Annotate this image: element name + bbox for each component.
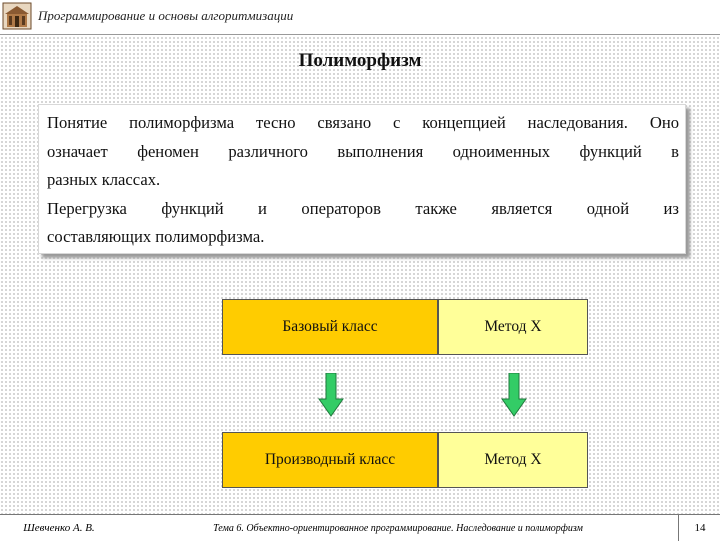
building-logo-icon: [2, 2, 32, 30]
slide-title: Полиморфизм: [298, 50, 422, 71]
base-class-box: Базовый класс: [222, 299, 438, 355]
footer-author: Шевченко А. В.: [0, 514, 119, 541]
footer-topic: Тема 6. Объектно-ориентированное программирование. Наследование и полиморфизм: [118, 514, 678, 541]
page-number: 14: [678, 514, 720, 541]
paragraph1-line3: разных классах.: [47, 170, 161, 189]
paragraph1-line2: означает феномен различного выполнения одноименных функций в: [47, 141, 679, 161]
base-method-box: Метод X: [438, 299, 588, 355]
derived-class-box: Производный класс: [222, 432, 438, 488]
inheritance-arrow-left-icon: [318, 373, 344, 417]
definition-text-box: [38, 104, 686, 254]
course-title: Программирование и основы алгоритмизации: [38, 8, 294, 23]
paragraph2-line2: составляющих полиморфизма.: [47, 227, 265, 246]
inheritance-arrow-right-icon: [501, 373, 527, 417]
paragraph2-line1: Перегрузка функций и операторов также является одной из: [47, 198, 679, 218]
slide-header: [0, 0, 720, 35]
paragraph1-line1: Понятие полиморфизма тесно связано с концепцией наследования. Оно: [47, 113, 679, 132]
derived-method-box: Метод X: [438, 432, 588, 488]
